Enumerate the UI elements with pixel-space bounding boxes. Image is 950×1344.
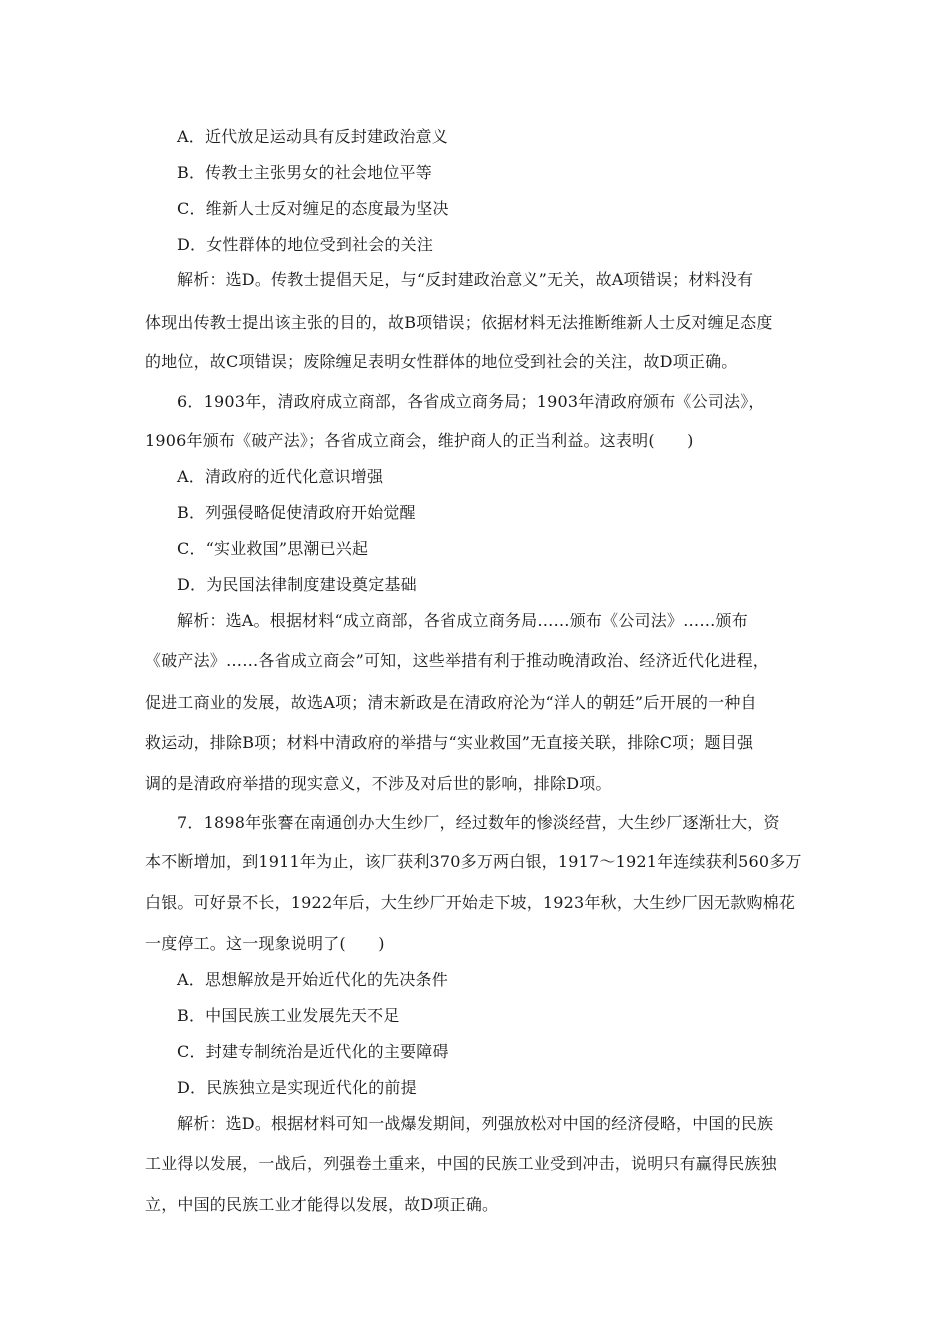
q6-option-d: D．为民国法律制度建设奠定基础: [177, 575, 417, 594]
q7-option-d: D．民族独立是实现近代化的前提: [177, 1078, 417, 1097]
q7-option-a: A．思想解放是开始近代化的先决条件: [177, 970, 448, 989]
q5-analysis-line-1: 解析：选D。传教士提倡天足，与“反封建政治意义”无关，故A项错误；材料没有: [177, 270, 754, 289]
q6-option-c: C．“实业救国”思潮已兴起: [177, 539, 369, 558]
q7-analysis-line-3: 立，中国的民族工业才能得以发展，故D项正确。: [145, 1195, 499, 1214]
q5-option-c: C．维新人士反对缠足的态度最为坚决: [177, 199, 449, 218]
q7-analysis-line-1: 解析：选D。根据材料可知一战爆发期间，列强放松对中国的经济侵略，中国的民族: [177, 1114, 774, 1133]
q7-stem-line-4: 一度停工。这一现象说明了( ): [145, 934, 385, 953]
q6-analysis-line-5: 调的是清政府举措的现实意义，不涉及对后世的影响，排除D项。: [145, 774, 612, 793]
q5-option-a: A．近代放足运动具有反封建政治意义: [177, 127, 448, 146]
q6-analysis-line-2: 《破产法》……各省成立商会”可知，这些举措有利于推动晚清政治、经济近代化进程，: [145, 651, 769, 670]
q5-analysis-line-2: 体现出传教士提出该主张的目的，故B项错误；依据材料无法推断维新人士反对缠足态度: [145, 313, 773, 332]
q7-option-c: C．封建专制统治是近代化的主要障碍: [177, 1042, 449, 1061]
q5-option-d: D．女性群体的地位受到社会的关注: [177, 235, 434, 254]
q7-stem-line-2: 本不断增加，到1911年为止，该厂获利370多万两白银，1917～1921年连续获利560多万: [145, 852, 802, 871]
q6-analysis-line-4: 救运动，排除B项；材料中清政府的举措与“实业救国”无直接关联，排除C项；题目强: [145, 733, 754, 752]
q7-stem-line-1: 7．1898年张謇在南通创办大生纱厂，经过数年的惨淡经营，大生纱厂逐渐壮大，资: [177, 813, 780, 832]
q6-option-a: A．清政府的近代化意识增强: [177, 467, 384, 486]
q6-option-b: B．列强侵略促使清政府开始觉醒: [177, 503, 416, 522]
q6-stem-line-1: 6．1903年，清政府成立商部，各省成立商务局；1903年清政府颁布《公司法》，: [177, 392, 765, 411]
q6-analysis-line-3: 促进工商业的发展，故选A项；清末新政是在清政府沦为“洋人的朝廷”后开展的一种自: [145, 693, 757, 712]
q6-analysis-line-1: 解析：选A。根据材料“成立商部，各省成立商务局……颁布《公司法》……颁布: [177, 611, 748, 630]
q5-option-b: B．传教士主张男女的社会地位平等: [177, 163, 432, 182]
q5-analysis-line-3: 的地位，故C项错误；废除缠足表明女性群体的地位受到社会的关注，故D项正确。: [145, 352, 738, 371]
q7-option-b: B．中国民族工业发展先天不足: [177, 1006, 400, 1025]
q7-stem-line-3: 白银。可好景不长，1922年后，大生纱厂开始走下坡，1923年秋，大生纱厂因无款购棉花: [145, 893, 796, 912]
q6-stem-line-2: 1906年颁布《破产法》；各省成立商会，维护商人的正当利益。这表明( ): [145, 431, 694, 450]
q7-analysis-line-2: 工业得以发展，一战后，列强卷土重来，中国的民族工业受到冲击，说明只有赢得民族独: [145, 1154, 777, 1173]
